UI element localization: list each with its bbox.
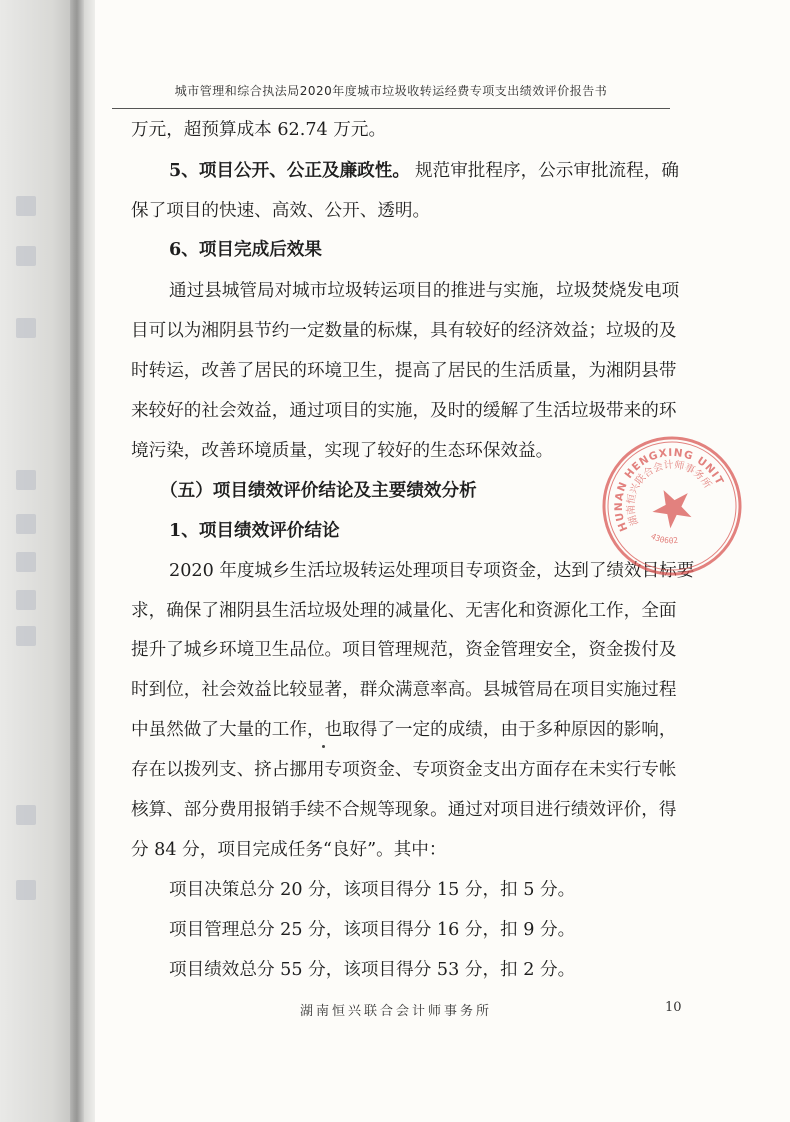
bleed-through-mark	[16, 805, 36, 825]
section-heading-five: （五）项目绩效评价结论及主要绩效分析	[160, 480, 477, 501]
text-line: 2020 年度城乡生活垃圾转运处理项目专项资金，达到了绩效目标要	[169, 561, 695, 581]
footer-firm-name: 湖南恒兴联合会计师事务所	[300, 1004, 493, 1019]
text-line: 求，确保了湘阴县生活垃圾处理的减量化、无害化和资源化工作，全面	[131, 601, 677, 621]
text-line: 时转运，改善了居民的环境卫生，提高了居民的生活质量，为湘阴县带	[131, 361, 677, 381]
text-line: 万元，超预算成本 62.74 万元。	[131, 120, 387, 140]
text-line: 规范审批程序，公示审批流程，确	[415, 161, 679, 181]
score-line-performance: 项目绩效总分 55 分，该项目得分 53 分，扣 2 分。	[169, 960, 576, 980]
header-rule	[112, 108, 670, 109]
scan-speck	[322, 745, 325, 748]
bleed-through-mark	[16, 514, 36, 534]
text-line: 中虽然做了大量的工作，也取得了一定的成绩，由于多种原因的影响，	[131, 720, 677, 740]
bleed-through-mark	[16, 196, 36, 216]
bleed-through-mark	[16, 470, 36, 490]
section-heading-6: 6、项目完成后效果	[169, 239, 322, 260]
score-line-management: 项目管理总分 25 分，该项目得分 16 分，扣 9 分。	[169, 920, 576, 940]
text-line: 保了项目的快速、高效、公开、透明。	[131, 201, 431, 221]
section-heading-5: 5、项目公开、公正及廉政性。	[169, 160, 410, 181]
bleed-through-mark	[16, 318, 36, 338]
seal-outer-text: HUNAN HENGXING UNITED	[612, 446, 726, 534]
bleed-through-mark	[16, 246, 36, 266]
bleed-through-mark	[16, 626, 36, 646]
text-line: 核算、部分费用报销手续不合规等现象。通过对项目进行绩效评价，得	[131, 800, 677, 820]
seal-number: 430602	[649, 531, 679, 546]
section-heading-1: 1、项目绩效评价结论	[169, 520, 340, 541]
scan-binding-band	[70, 0, 84, 1122]
text-line: 通过县城管局对城市垃圾转运项目的推进与实施，垃圾焚烧发电项	[169, 281, 680, 301]
page-number: 10	[665, 1000, 682, 1015]
seal-star-icon	[646, 481, 699, 532]
text-line: 提升了城乡环境卫生品位。项目管理规范，资金管理安全，资金拨付及	[131, 640, 677, 660]
text-line: 时到位，社会效益比较显著，群众满意率高。县城管局在项目实施过程	[131, 680, 677, 700]
bleed-through-mark	[16, 590, 36, 610]
text-line: 境污染，改善环境质量，实现了较好的生态环保效益。	[131, 441, 554, 461]
text-line: 来较好的社会效益，通过项目的实施，及时的缓解了生活垃圾带来的环	[131, 401, 677, 421]
seal-inner-text: 湖南恒兴联合会计师事务所	[625, 459, 713, 527]
text-line: 存在以拨列支、挤占挪用专项资金、专项资金支出方面存在未实行专帐	[131, 760, 677, 780]
report-header: 城市管理和综合执法局2020年度城市垃圾收转运经费专项支出绩效评价报告书	[174, 84, 608, 98]
bleed-through-mark	[16, 552, 36, 572]
red-seal-stamp	[598, 432, 746, 580]
text-line: 分 84 分，项目完成任务“良好”。其中：	[131, 840, 447, 860]
score-line-decision: 项目决策总分 20 分，该项目得分 15 分，扣 5 分。	[169, 880, 576, 900]
bleed-through-mark	[16, 880, 36, 900]
svg-text:430602	[647, 523, 682, 556]
text-line: 目可以为湘阴县节约一定数量的标煤，具有较好的经济效益；垃圾的及	[131, 321, 677, 341]
